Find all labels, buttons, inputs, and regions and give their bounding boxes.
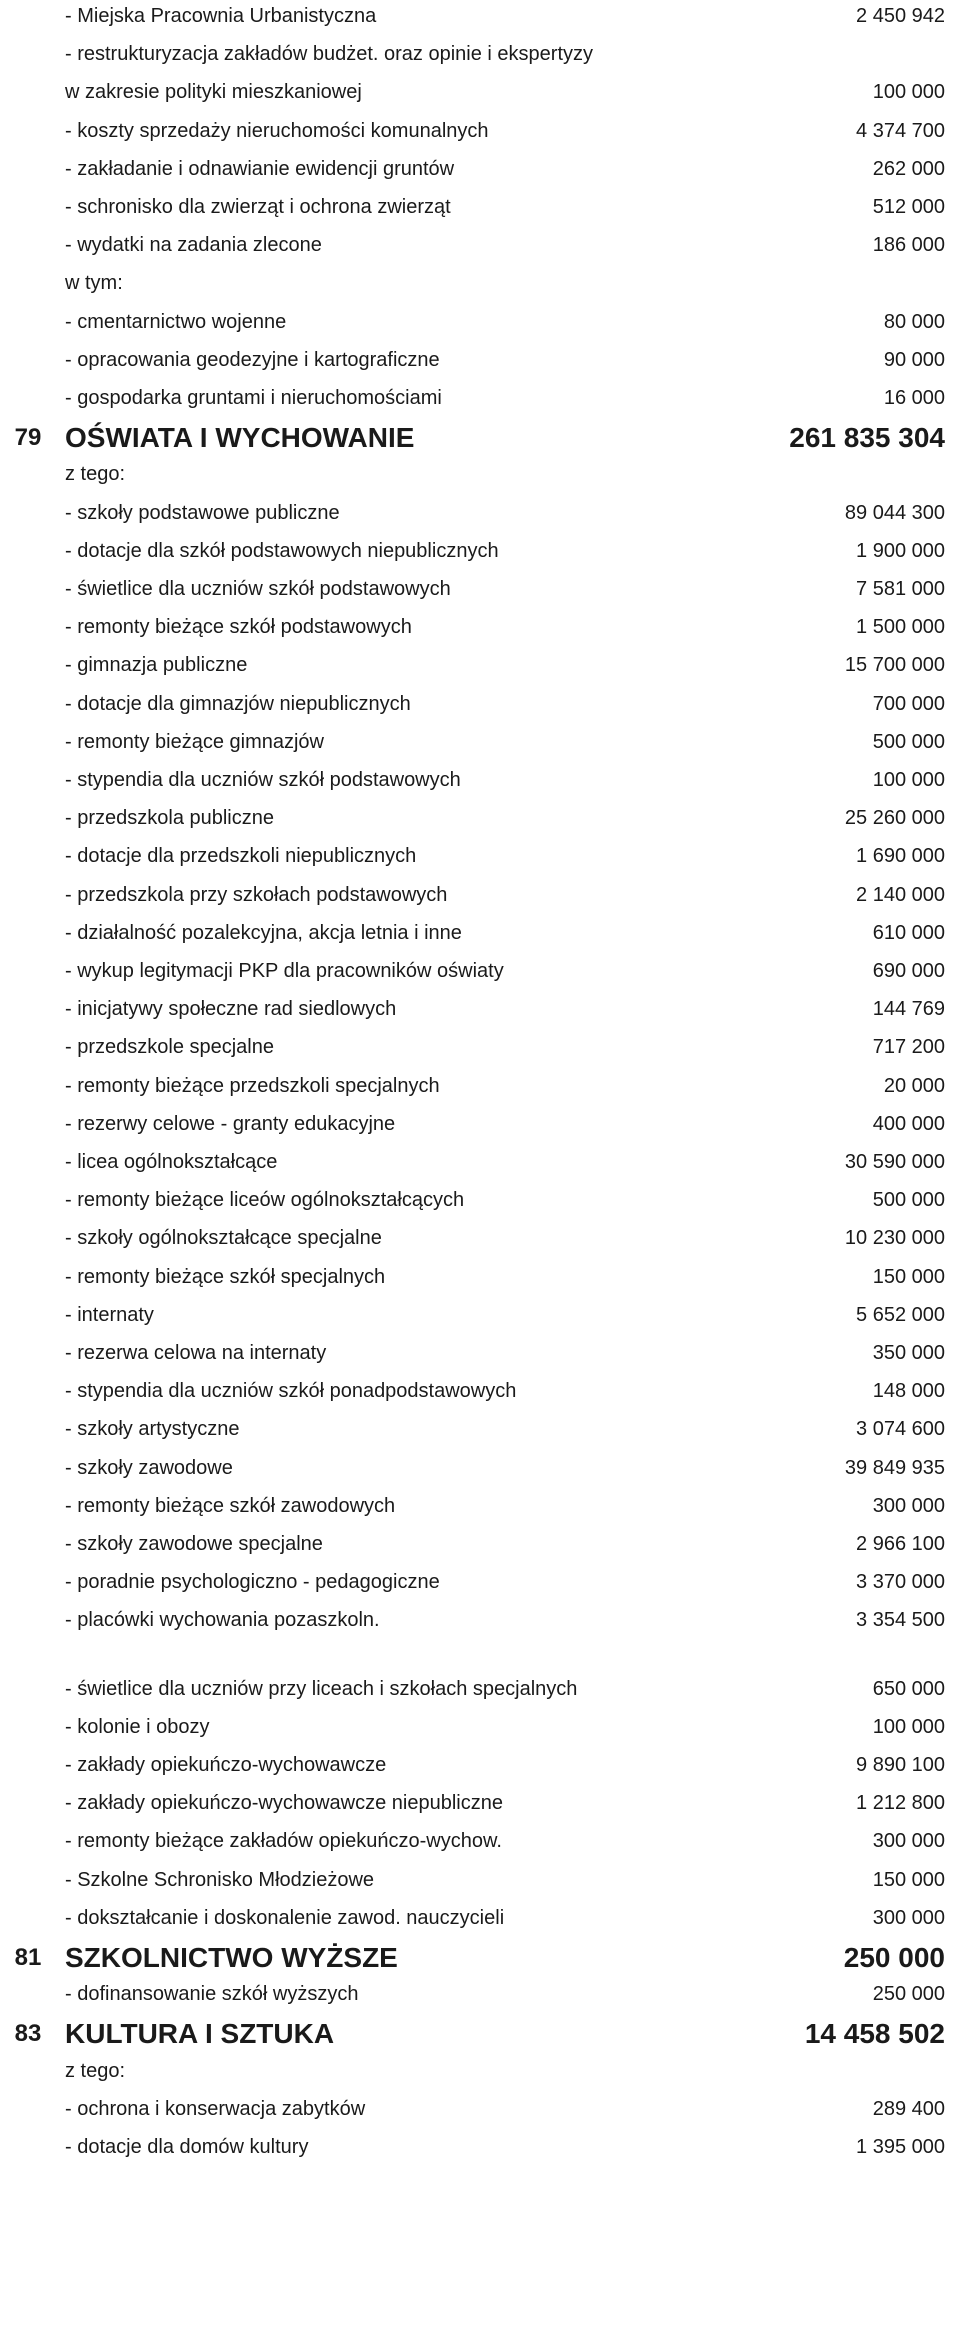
line-amount: 1 690 000 — [856, 845, 945, 868]
line-label: - dokształcanie i doskonalenie zawod. nauczycieli — [65, 1906, 505, 1929]
line-amount: 1 500 000 — [856, 616, 945, 639]
line-amount: 90 000 — [883, 348, 945, 371]
text-row — [0, 456, 960, 492]
line-amount: 3 074 600 — [856, 1418, 945, 1441]
line-amount: 20 000 — [883, 1074, 945, 1097]
line-label: - remonty bieżące liceów ogólnokształcących — [65, 1189, 465, 1212]
line-label: - remonty bieżące zakładów opiekuńczo-wychow. — [65, 1830, 502, 1853]
budget-line-row — [0, 1785, 960, 1821]
line-label: - szkoły artystyczne — [65, 1418, 240, 1441]
line-amount: 250 000 — [872, 1983, 945, 2006]
budget-line-row — [0, 1297, 960, 1333]
section-number: 79 — [14, 424, 42, 452]
budget-line-row — [0, 1068, 960, 1104]
budget-line-row — [0, 838, 960, 874]
budget-line-row — [0, 74, 960, 110]
line-amount: 150 000 — [872, 1265, 945, 1288]
line-label: - szkoły podstawowe publiczne — [65, 501, 340, 524]
line-label: - kolonie i obozy — [65, 1715, 210, 1738]
line-label: - poradnie psychologiczno - pedagogiczne — [65, 1571, 440, 1594]
line-amount: 2 450 942 — [856, 5, 945, 27]
line-amount: 30 590 000 — [844, 1151, 945, 1173]
budget-line-row — [0, 1709, 960, 1745]
line-label: - stypendia dla uczniów szkół podstawowych — [65, 769, 461, 791]
line-amount: 400 000 — [872, 1112, 945, 1135]
line-amount: 39 849 935 — [844, 1456, 945, 1479]
line-label: - stypendia dla uczniów szkół ponadpodstawowych — [65, 1380, 517, 1403]
budget-line-row — [0, 1335, 960, 1371]
line-label: - świetlice dla uczniów przy liceach i szkołach specjalnych — [65, 1677, 578, 1700]
line-amount: 10 230 000 — [844, 1227, 945, 1250]
line-label: - wykup legitymacji PKP dla pracowników oświaty — [65, 960, 504, 982]
text-row — [0, 2053, 960, 2089]
section-total: 250 000 — [843, 1942, 945, 1973]
line-label: - gospodarka gruntami i nieruchomościami — [65, 387, 442, 409]
line-label: - zakłady opiekuńczo-wychowawcze — [65, 1754, 387, 1776]
budget-line-row — [0, 1259, 960, 1295]
line-label: - dotacje dla szkół podstawowych niepublicznych — [65, 539, 499, 562]
budget-line-row — [0, 1029, 960, 1065]
budget-line-row — [0, 1106, 960, 1142]
line-amount: 2 966 100 — [856, 1533, 945, 1555]
budget-line-row — [0, 571, 960, 607]
budget-line-row — [0, 1450, 960, 1486]
section-total: 14 458 502 — [804, 2018, 945, 2050]
line-label: - zakładanie i odnawianie ewidencji gruntów — [65, 157, 455, 180]
line-label: - szkoły zawodowe specjalne — [65, 1533, 323, 1555]
budget-line-row — [0, 953, 960, 989]
line-amount: 186 000 — [872, 234, 945, 257]
line-amount: 100 000 — [872, 1715, 945, 1738]
budget-line-row — [0, 1373, 960, 1409]
line-label: - opracowania geodezyjne i kartograficzne — [65, 348, 440, 371]
line-amount: 150 000 — [872, 1868, 945, 1891]
section-number: 83 — [14, 2020, 42, 2048]
line-label: - dotacje dla przedszkoli niepublicznych — [65, 845, 417, 868]
line-amount: 500 000 — [872, 1189, 945, 1212]
budget-line-row — [0, 113, 960, 149]
section-total: 261 835 304 — [789, 422, 945, 454]
line-label: z tego: — [65, 463, 126, 486]
line-amount: 80 000 — [883, 310, 945, 333]
line-amount: 5 652 000 — [856, 1303, 945, 1326]
line-label: - przedszkola przy szkołach podstawowych — [65, 883, 448, 906]
line-label: - remonty bieżące szkół podstawowych — [65, 616, 412, 639]
line-label: - dotacje dla gimnazjów niepublicznych — [65, 692, 411, 715]
line-label: - inicjatywy społeczne rad siedlowych — [65, 998, 397, 1021]
budget-line-row — [0, 686, 960, 722]
line-amount: 300 000 — [872, 1830, 945, 1853]
line-amount: 16 000 — [883, 387, 945, 409]
budget-line-row — [0, 2091, 960, 2127]
section-heading-row — [0, 418, 960, 458]
budget-line-row — [0, 915, 960, 951]
line-amount: 690 000 — [872, 960, 945, 982]
line-label: - wydatki na zadania zlecone — [65, 234, 322, 257]
budget-line-row — [0, 877, 960, 913]
budget-line-row — [0, 1602, 960, 1638]
line-amount: 100 000 — [872, 769, 945, 791]
budget-line-row — [0, 1747, 960, 1783]
budget-line-row — [0, 991, 960, 1027]
budget-line-row — [0, 533, 960, 569]
line-amount: 7 581 000 — [856, 578, 945, 600]
budget-line-row — [0, 1182, 960, 1218]
line-amount: 500 000 — [872, 730, 945, 753]
line-amount: 25 260 000 — [844, 807, 945, 830]
line-label: - schronisko dla zwierząt i ochrona zwierząt — [65, 196, 451, 218]
line-label: - remonty bieżące gimnazjów — [65, 730, 324, 753]
line-amount: 100 000 — [872, 81, 945, 104]
budget-line-row — [0, 1900, 960, 1936]
line-amount: 262 000 — [872, 157, 945, 180]
line-label: z tego: — [65, 2059, 126, 2082]
line-label: w zakresie polityki mieszkaniowej — [65, 81, 362, 104]
line-amount: 717 200 — [872, 1036, 945, 1059]
line-label: - przedszkola publiczne — [65, 807, 274, 830]
budget-line-row — [0, 609, 960, 645]
budget-line-row — [0, 800, 960, 836]
line-amount: 2 140 000 — [856, 883, 945, 906]
budget-line-row — [0, 151, 960, 187]
line-amount: 9 890 100 — [856, 1754, 945, 1776]
line-label: - internaty — [65, 1303, 154, 1326]
line-label: - ochrona i konserwacja zabytków — [65, 2097, 366, 2120]
budget-line-row — [0, 1220, 960, 1256]
line-amount: 89 044 300 — [844, 501, 945, 524]
line-label: w tym: — [65, 272, 123, 295]
line-label: - remonty bieżące szkół zawodowych — [65, 1494, 396, 1517]
section-heading-row — [0, 1938, 960, 1978]
budget-line-row — [0, 227, 960, 263]
text-row — [0, 265, 960, 301]
line-label: - szkoły ogólnokształcące specjalne — [65, 1227, 382, 1250]
line-label: - dofinansowanie szkół wyższych — [65, 1983, 359, 2006]
line-label: - placówki wychowania pozaszkoln. — [65, 1609, 380, 1632]
section-number: 81 — [14, 1944, 42, 1971]
line-amount: 289 400 — [872, 2097, 945, 2120]
budget-line-row — [0, 1488, 960, 1524]
line-label: - świetlice dla uczniów szkół podstawowych — [65, 578, 451, 600]
line-label: - remonty bieżące szkół specjalnych — [65, 1265, 386, 1288]
line-label: - rezerwy celowe - granty edukacyjne — [65, 1112, 396, 1135]
budget-line-row — [0, 724, 960, 760]
line-amount: 144 769 — [872, 998, 945, 1021]
line-label: - zakłady opiekuńczo-wychowawcze niepubliczne — [65, 1792, 503, 1815]
budget-line-row — [0, 1823, 960, 1859]
line-label: - restrukturyzacja zakładów budżet. oraz opinie i ekspertyzy — [65, 43, 594, 66]
line-amount: 610 000 — [872, 921, 945, 944]
line-label: - Miejska Pracownia Urbanistyczna — [65, 5, 377, 27]
line-label: - rezerwa celowa na internaty — [65, 1342, 327, 1364]
line-amount: 700 000 — [872, 692, 945, 715]
line-amount: 1 212 800 — [856, 1792, 945, 1815]
line-label: - Szkolne Schronisko Młodzieżowe — [65, 1868, 375, 1891]
budget-line-row — [0, 1862, 960, 1898]
budget-line-row — [0, 1144, 960, 1180]
budget-line-row — [0, 762, 960, 798]
section-heading-row — [0, 2014, 960, 2054]
line-amount: 3 354 500 — [856, 1609, 945, 1632]
budget-line-row — [0, 380, 960, 416]
budget-line-row — [0, 1976, 960, 2012]
line-label: - cmentarnictwo wojenne — [65, 310, 287, 333]
line-amount: 300 000 — [872, 1906, 945, 1929]
budget-line-row — [0, 304, 960, 340]
line-label: - szkoły zawodowe — [65, 1456, 233, 1479]
line-label: - koszty sprzedaży nieruchomości komunalnych — [65, 119, 489, 142]
line-amount: 4 374 700 — [856, 119, 945, 142]
line-amount: 15 700 000 — [844, 654, 945, 677]
section-title: SZKOLNICTWO WYŻSZE — [65, 1942, 398, 1973]
line-amount: 148 000 — [872, 1380, 945, 1403]
budget-line-row — [0, 647, 960, 683]
line-amount: 3 370 000 — [856, 1571, 945, 1594]
line-amount: 1 395 000 — [856, 2136, 945, 2158]
budget-line-row — [0, 1564, 960, 1600]
line-amount: 350 000 — [872, 1342, 945, 1364]
text-row — [0, 36, 960, 72]
line-label: - działalność pozalekcyjna, akcja letnia i inne — [65, 921, 462, 944]
line-amount: 650 000 — [872, 1677, 945, 1700]
budget-line-row — [0, 1526, 960, 1562]
line-label: - gimnazja publiczne — [65, 654, 248, 677]
line-label: - dotacje dla domów kultury — [65, 2136, 309, 2158]
line-amount: 300 000 — [872, 1494, 945, 1517]
line-amount: 1 900 000 — [856, 539, 945, 562]
line-amount: 512 000 — [872, 196, 945, 218]
budget-line-row — [0, 1411, 960, 1447]
line-label: - licea ogólnokształcące — [65, 1151, 278, 1173]
budget-line-row — [0, 1671, 960, 1707]
line-label: - przedszkole specjalne — [65, 1036, 274, 1059]
section-title: KULTURA I SZTUKA — [65, 2018, 335, 2050]
budget-line-row — [0, 495, 960, 531]
budget-line-row — [0, 0, 960, 34]
budget-line-row — [0, 2129, 960, 2165]
section-title: OŚWIATA I WYCHOWANIE — [65, 422, 415, 454]
line-label: - remonty bieżące przedszkoli specjalnych — [65, 1074, 440, 1097]
budget-line-row — [0, 342, 960, 378]
budget-line-row — [0, 189, 960, 225]
